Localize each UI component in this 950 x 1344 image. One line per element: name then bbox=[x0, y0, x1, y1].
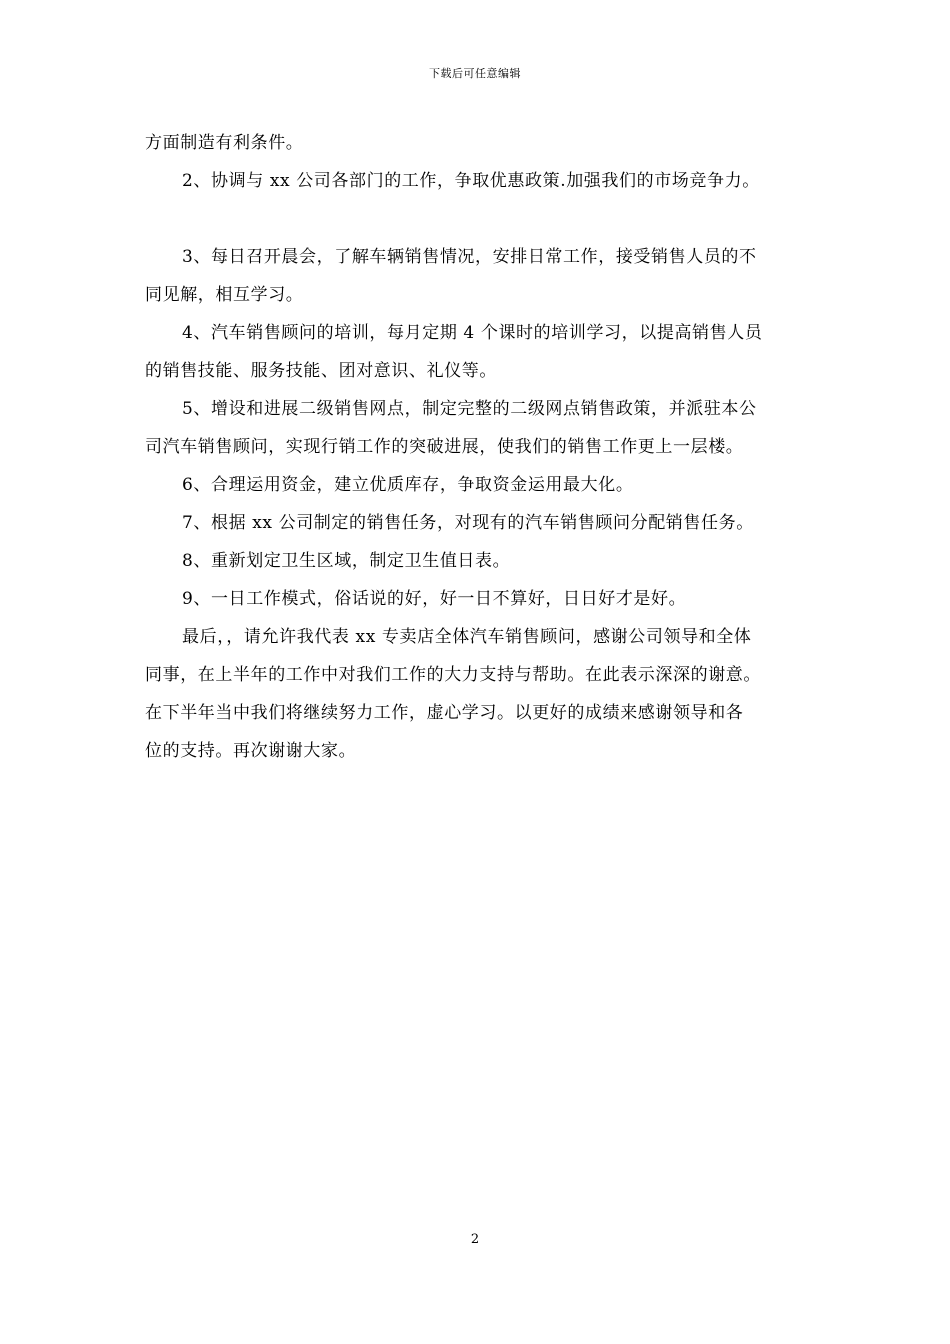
paragraph-line: 2、协调与 xx 公司各部门的工作，争取优惠政策.加强我们的市场竞争力。 bbox=[182, 171, 760, 191]
paragraph-line: 8、重新划定卫生区域，制定卫生值日表。 bbox=[182, 551, 511, 571]
page-header: 下载后可任意编辑 bbox=[429, 67, 521, 80]
blank-gap bbox=[145, 200, 811, 238]
paragraph-line: 在下半年当中我们将继续努力工作，虚心学习。以更好的成绩来感谢领导和各 bbox=[145, 703, 744, 723]
paragraph-line: 5、增设和进展二级销售网点，制定完整的二级网点销售政策，并派驻本公 bbox=[182, 399, 757, 419]
paragraph-line: 最后，，请允许我代表 xx 专卖店全体汽车销售顾问，感谢公司领导和全体 bbox=[182, 627, 752, 647]
paragraph-line: 司汽车销售顾问，实现行销工作的突破进展，使我们的销售工作更上一层楼。 bbox=[145, 437, 744, 457]
paragraph-line: 同见解，相互学习。 bbox=[145, 285, 304, 305]
paragraph-line: 3、每日召开晨会，了解车辆销售情况，安排日常工作，接受销售人员的不 bbox=[182, 247, 757, 267]
paragraph-line: 4、汽车销售顾问的培训，每月定期 4 个课时的培训学习，以提高销售人员 bbox=[182, 323, 763, 343]
paragraph-line: 方面制造有利条件。 bbox=[145, 133, 304, 153]
document-body bbox=[145, 124, 811, 770]
paragraph-line: 的销售技能、服务技能、团对意识、礼仪等。 bbox=[145, 361, 497, 381]
page-number: 2 bbox=[470, 1232, 480, 1247]
paragraph-line: 位的支持。再次谢谢大家。 bbox=[145, 741, 357, 761]
paragraph-line: 同事，在上半年的工作中对我们工作的大力支持与帮助。在此表示深深的谢意。 bbox=[145, 665, 761, 685]
paragraph-line: 7、根据 xx 公司制定的销售任务，对现有的汽车销售顾问分配销售任务。 bbox=[182, 513, 754, 533]
paragraph-line: 6、合理运用资金，建立优质库存，争取资金运用最大化。 bbox=[182, 475, 634, 495]
paragraph-line: 9、一日工作模式，俗话说的好，好一日不算好，日日好才是好。 bbox=[182, 589, 687, 609]
